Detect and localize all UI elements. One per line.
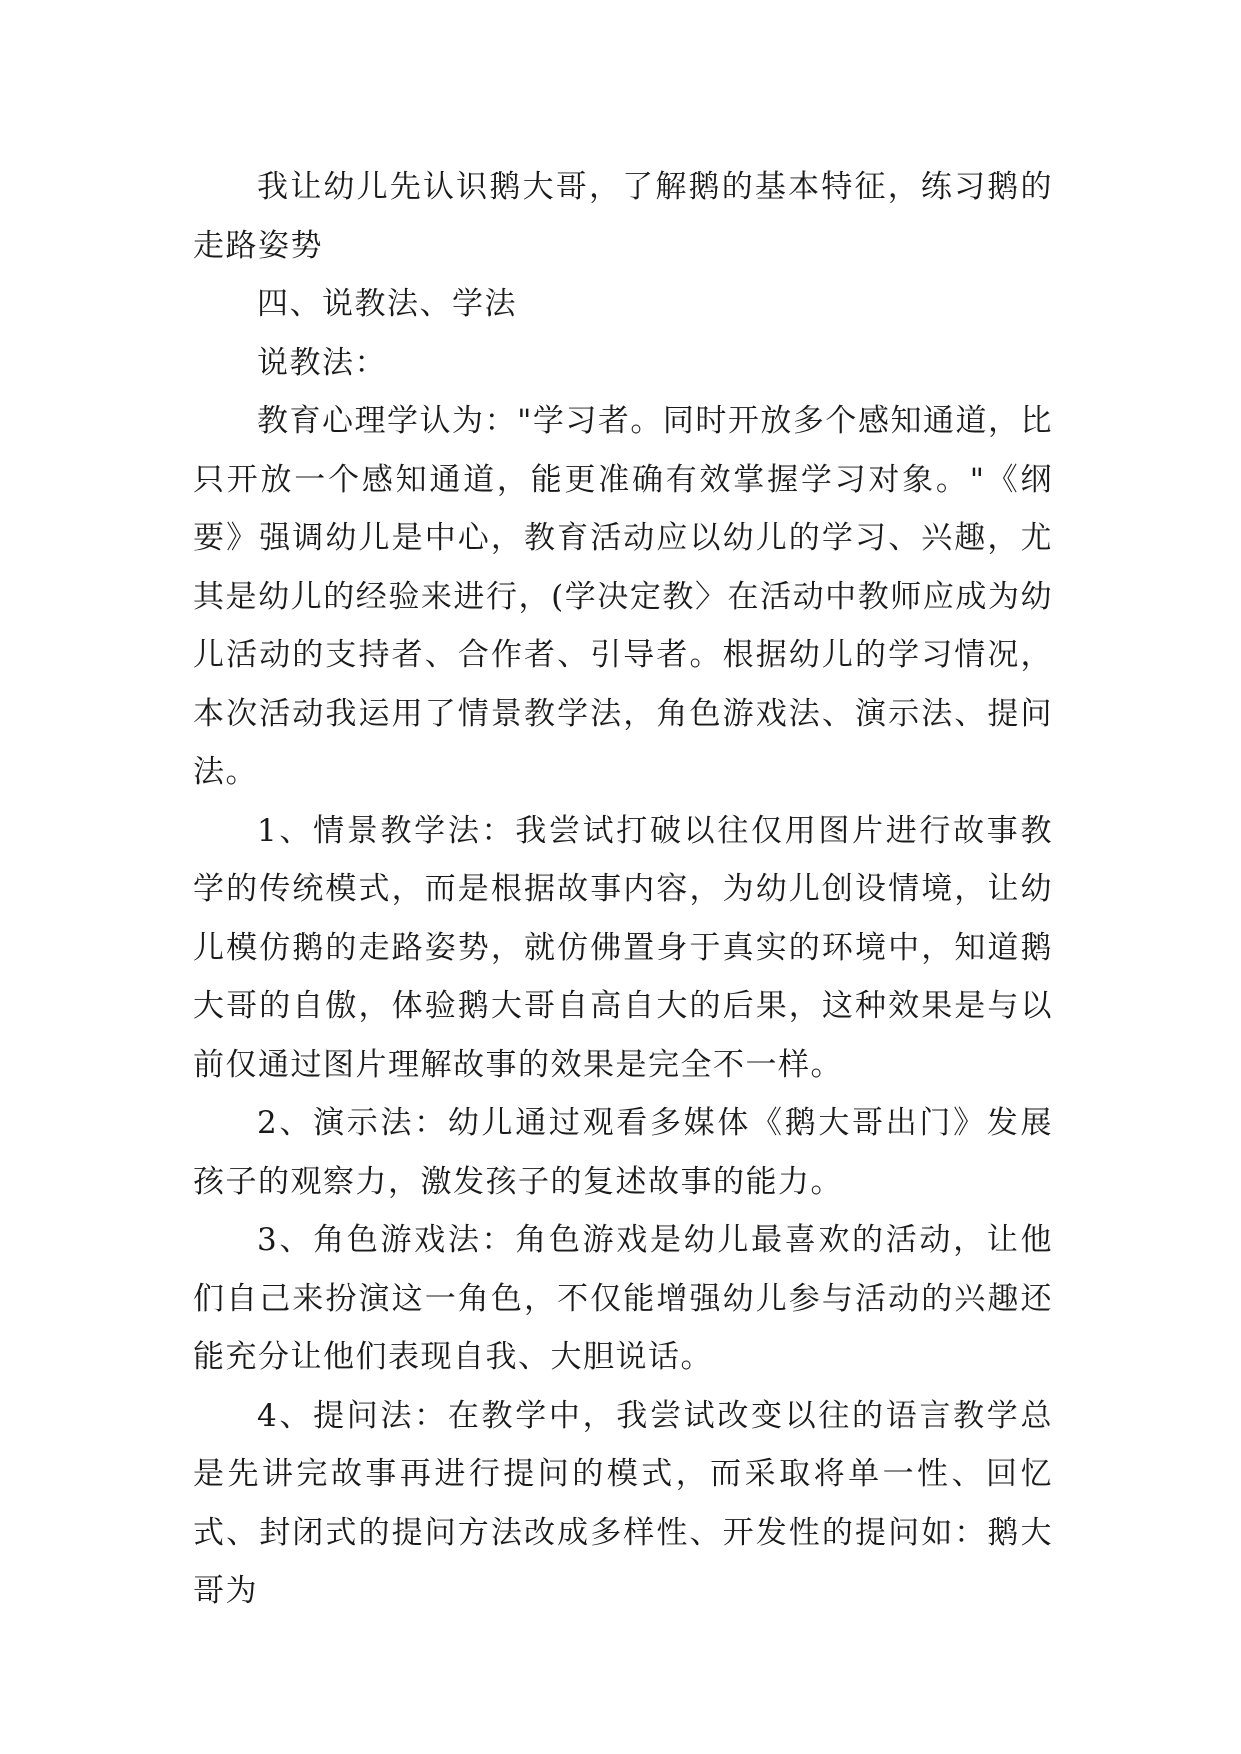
paragraph-method-3: 3、角色游戏法：角色游戏是幼儿最喜欢的活动，让他们自己来扮演这一角色，不仅能增强幼儿参与活动的兴趣还能充分让他们表现自我、大胆说话。: [193, 1222, 1053, 1375]
paragraph-method-1: 1、情景教学法：我尝试打破以往仅用图片进行故事教学的传统模式，而是根据故事内容，为幼儿创设情境，让幼儿模仿鹅的走路姿势，就仿佛置身于真实的环境中，知道鹅大哥的自傲，体验鹅大哥自高自大的后果，这种效果是与以前仅通过图片理解故事的效果是完全不一样。: [193, 812, 1053, 1083]
section-heading-methods: 四、说教法、学法: [257, 286, 517, 322]
paragraph-1: 我让幼儿先认识鹅大哥，了解鹅的基本特征，练习鹅的走路姿势: [193, 169, 1053, 264]
paragraph-method-2: 2、演示法：幼儿通过观看多媒体《鹅大哥出门》发展孩子的观察力，激发孩子的复述故事的能力。: [193, 1105, 1053, 1200]
body-text: [193, 158, 1053, 1621]
paragraph-method-4: 4、提问法：在教学中，我尝试改变以往的语言教学总是先讲完故事再进行提问的模式，而采取将单一性、回忆式、封闭式的提问方法改成多样性、开发性的提问如：鹅大哥为: [193, 1397, 1053, 1609]
paragraph-psychology: 教育心理学认为："学习者。同时开放多个感知通道，比只开放一个感知通道，能更准确有效掌握学习对象。"《纲要》强调幼儿是中心，教育活动应以幼儿的学习、兴趣，尤其是幼儿的经验来进行，(学决定教〉在活动中教师应成为幼儿活动的支持者、合作者、引导者。根据幼儿的学习情况，本次活动我运用了情景教学法，角色游戏法、演示法、提问法。: [193, 403, 1053, 790]
subheading-teaching-method: 说教法：: [257, 344, 387, 381]
